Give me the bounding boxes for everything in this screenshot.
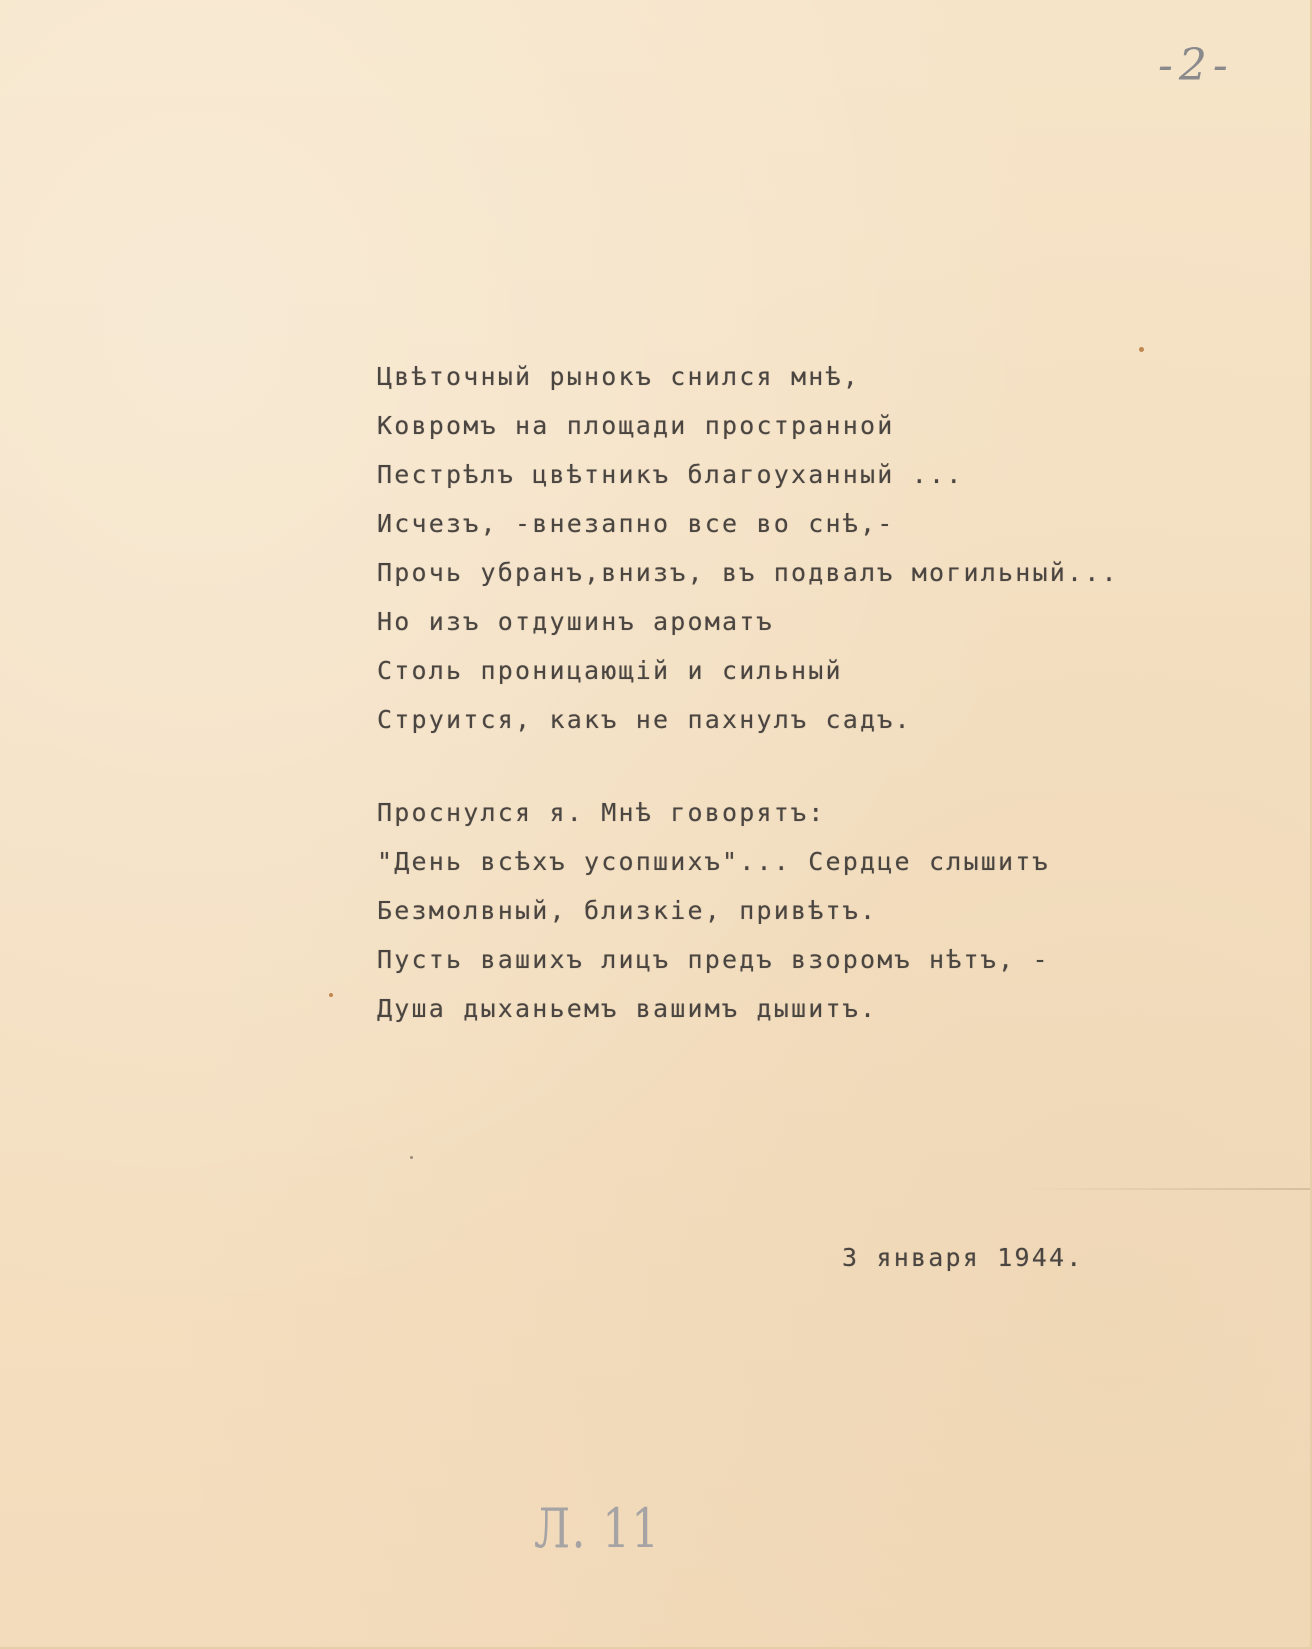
poem-line: Струится, какъ не пахнулъ садъ. <box>377 705 912 734</box>
stanza-2 <box>377 788 1137 1033</box>
poem-line: Столь проницающій и сильный <box>377 656 843 685</box>
archive-folio-mark: Л. 11 <box>534 1497 661 1560</box>
paper-speck <box>1139 347 1144 352</box>
poem-line: Безмолвный, близкіе, привѣтъ. <box>377 896 878 925</box>
poem <box>377 352 1137 1077</box>
date-line: 3 января 1944. <box>842 1243 1084 1272</box>
poem-line: Пусть вашихъ лицъ предъ взоромъ нѣтъ, - <box>377 945 1050 974</box>
page-number: -2- <box>1158 40 1234 91</box>
paper-speck <box>410 1156 413 1159</box>
paper-crease <box>1020 1188 1312 1190</box>
poem-line: Ковромъ на площади пространной <box>377 411 895 440</box>
poem-line: Но изъ отдушинъ ароматъ <box>377 607 774 636</box>
poem-line: Прочь убранъ,внизъ, въ подвалъ могильный... <box>377 558 1119 587</box>
poem-line: Душа дыханьемъ вашимъ дышитъ. <box>377 994 878 1023</box>
poem-line: Цвѣточный рынокъ снился мнѣ, <box>377 362 861 391</box>
paper-speck <box>329 993 333 997</box>
poem-line: Исчезъ, -внезапно все во снѣ,- <box>377 509 895 538</box>
stanza-1 <box>377 352 1137 744</box>
poem-line: Проснулся я. Мнѣ говорятъ: <box>377 798 826 827</box>
poem-line: Пестрѣлъ цвѣтникъ благоуханный ... <box>377 460 964 489</box>
poem-line: "День всѣхъ усопшихъ"... Сердце слышитъ <box>377 847 1050 876</box>
